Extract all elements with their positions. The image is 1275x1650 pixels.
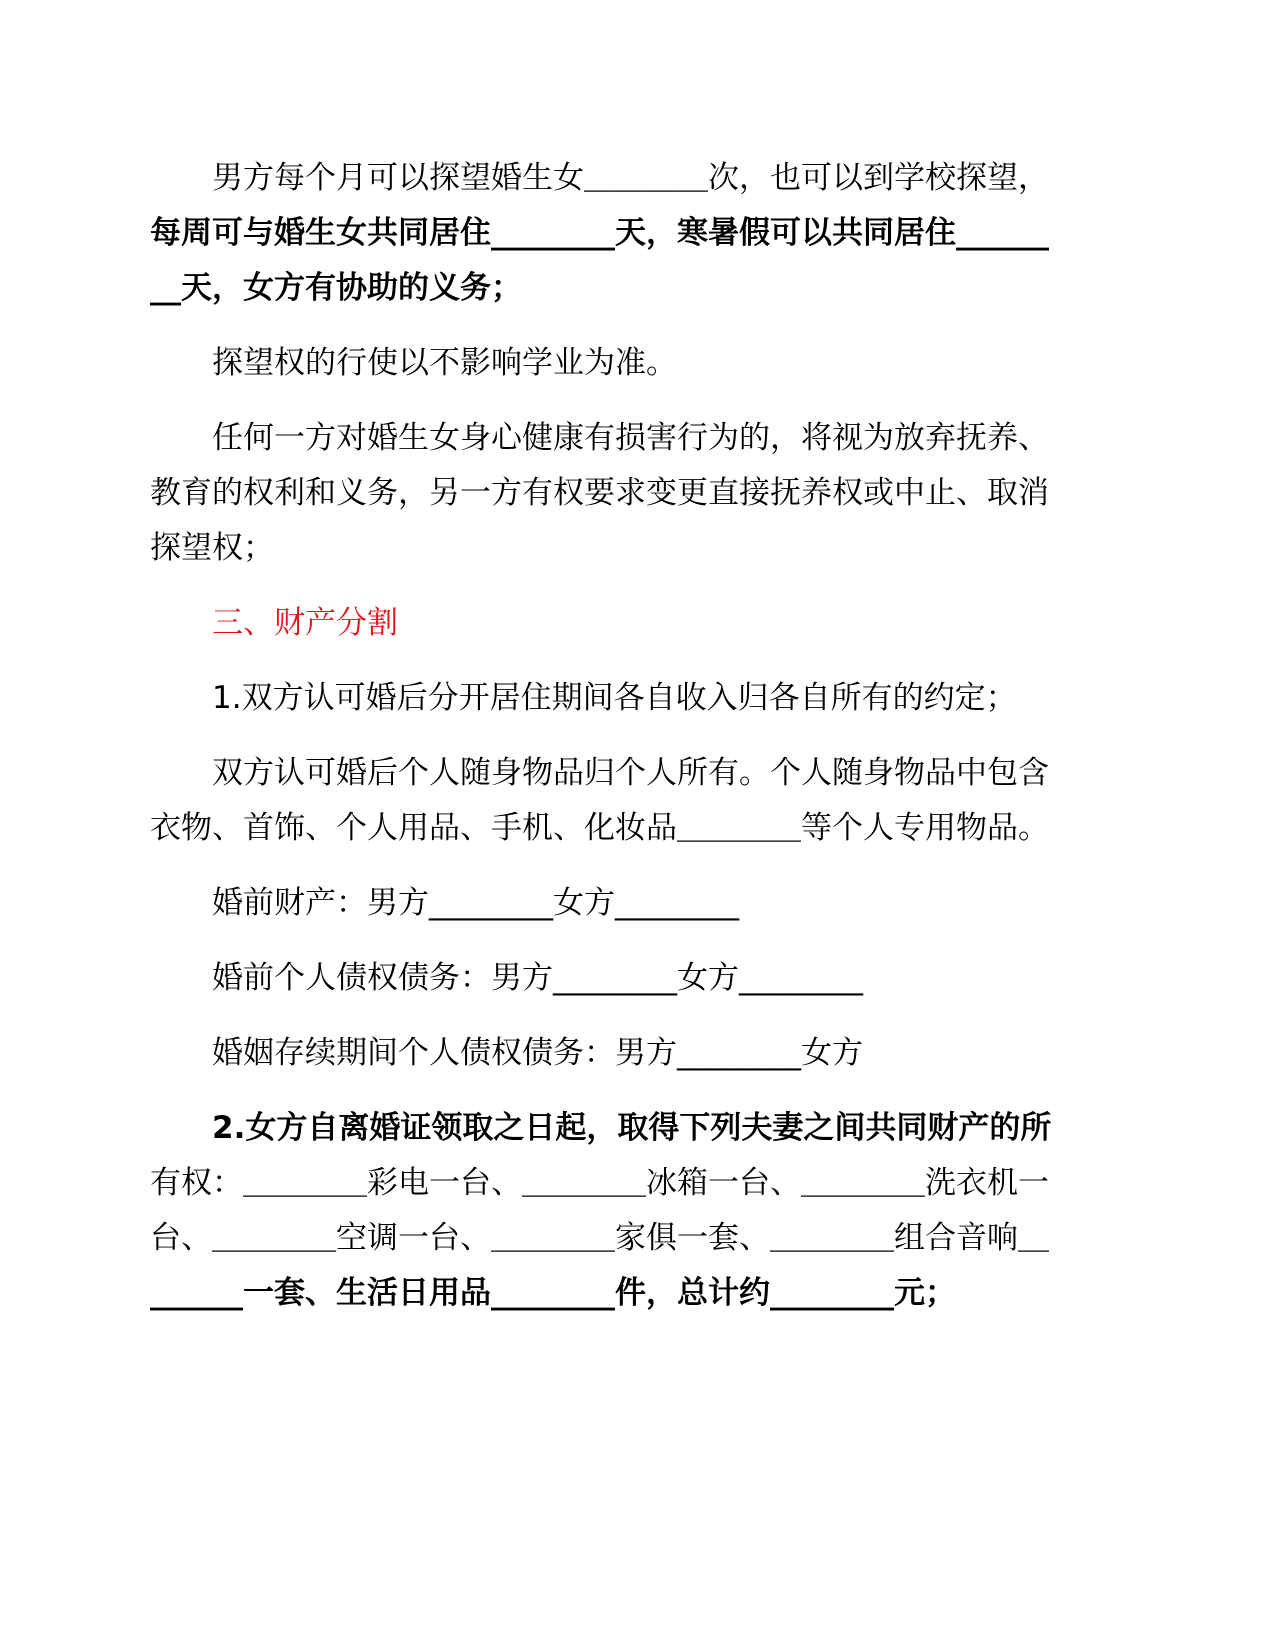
section-heading-property-division: 三、财产分割 <box>150 605 398 641</box>
paragraph-study-priority: 探望权的行使以不影响学业为准。 <box>150 345 677 381</box>
marital-debts-line: 婚姻存续期间个人债权债务：男方________女方 <box>150 1035 863 1071</box>
clause-1-income: 1.双方认可婚后分开居住期间各自收入归各自所有的约定； <box>150 680 1017 716</box>
clause-2-line-2: 有权：＿＿＿＿彩电一台、＿＿＿＿冰箱一台、＿＿＿＿洗衣机一 <box>150 1165 1049 1201</box>
clause-2-line-4: ______一套、生活日用品________件，总计约________元； <box>150 1275 956 1311</box>
clause-2-line-1: 2.女方自离婚证领取之日起，取得下列夫妻之间共同财产的所 <box>150 1110 1052 1146</box>
premarital-property-line: 婚前财产：男方________女方________ <box>150 885 739 921</box>
paragraph-personal-items-line-2: 衣物、首饰、个人用品、手机、化妆品＿＿＿＿等个人专用物品。 <box>150 810 1049 846</box>
clause-2-line-3: 台、＿＿＿＿空调一台、＿＿＿＿家俱一套、＿＿＿＿组合音响＿ <box>150 1220 1049 1256</box>
paragraph-harm-line-3: 探望权； <box>150 530 274 566</box>
paragraph-visitation-line-3: __天，女方有协助的义务； <box>150 270 522 306</box>
paragraph-visitation-line-1: 男方每个月可以探望婚生女＿＿＿＿次，也可以到学校探望， <box>150 160 1049 196</box>
paragraph-personal-items-line-1: 双方认可婚后个人随身物品归个人所有。个人随身物品中包含 <box>150 755 1049 791</box>
paragraph-harm-line-1: 任何一方对婚生女身心健康有损害行为的，将视为放弃抚养、 <box>150 420 1049 456</box>
premarital-debts-line: 婚前个人债权债务：男方________女方________ <box>150 960 863 996</box>
paragraph-visitation-line-2: 每周可与婚生女共同居住________天，寒暑假可以共同居住______ <box>150 215 1049 251</box>
paragraph-harm-line-2: 教育的权利和义务，另一方有权要求变更直接抚养权或中止、取消 <box>150 475 1049 511</box>
